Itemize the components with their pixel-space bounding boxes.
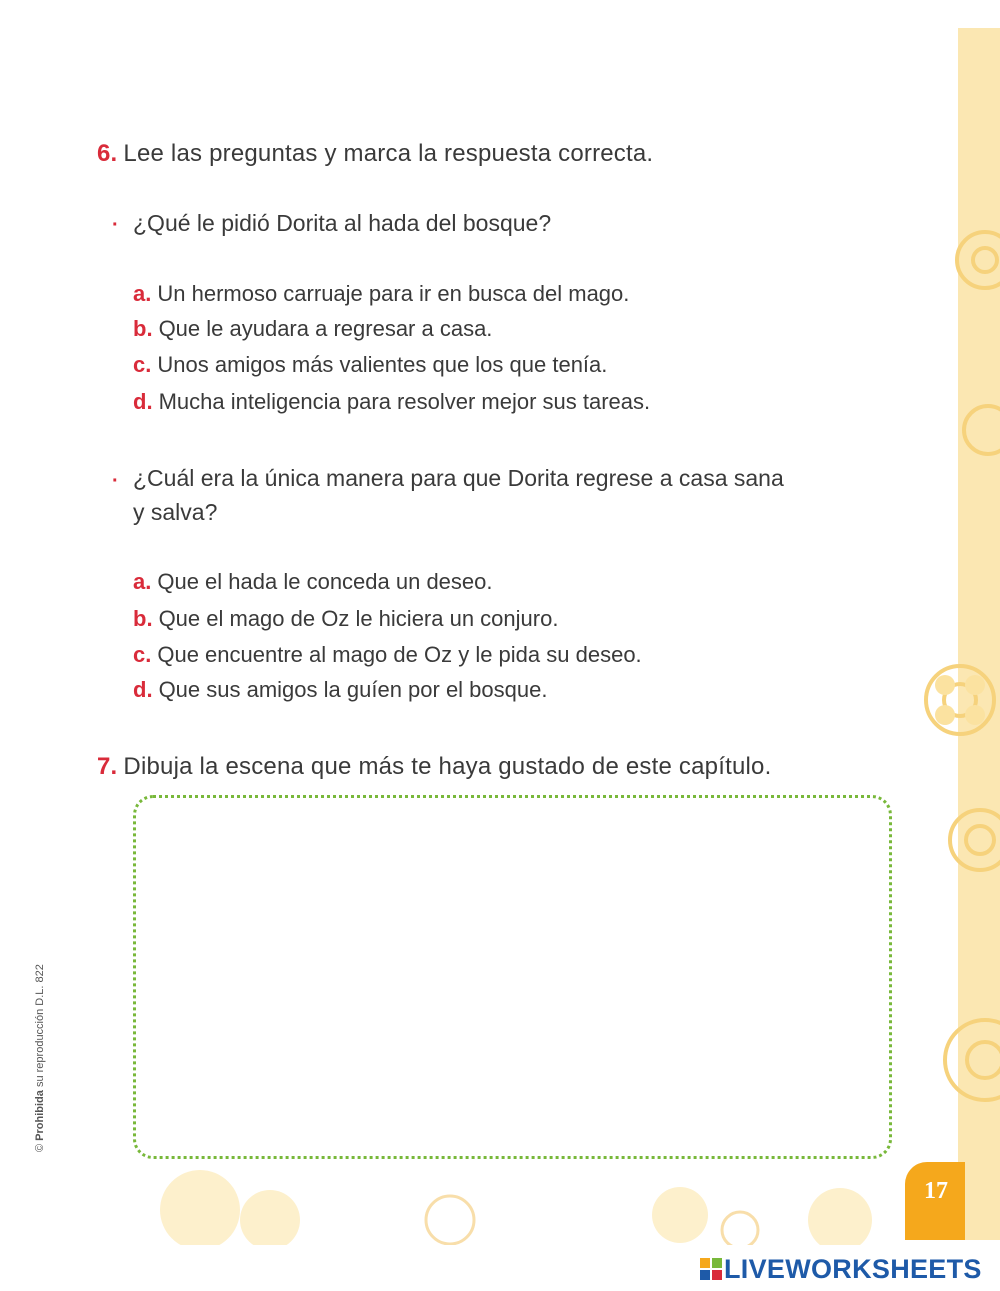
option-letter: a. (133, 281, 152, 306)
option-6-1-b[interactable] (133, 316, 492, 342)
bottom-flower-decoration (120, 1160, 960, 1245)
option-6-2-c[interactable] (133, 642, 642, 668)
question-6-2-text-line2: y salva? (133, 499, 218, 525)
bullet-marker: · (112, 470, 119, 492)
copyright-bold: Prohibida (34, 1090, 46, 1141)
option-text: Un hermoso carruaje para ir en busca del mago. (157, 281, 630, 306)
option-6-2-b[interactable] (133, 606, 558, 632)
question-6-title: Lee las preguntas y marca la respuesta correcta. (123, 140, 654, 167)
question-7-heading (97, 753, 771, 781)
option-text: Que el hada le conceda un deseo. (157, 569, 493, 594)
drawing-area[interactable] (133, 795, 892, 1159)
option-letter: d. (133, 389, 153, 414)
option-6-2-a[interactable] (133, 569, 493, 595)
question-7-number: 7. (97, 753, 118, 780)
option-text: Que sus amigos la guíen por el bosque. (158, 677, 548, 702)
question-6-number: 6. (97, 140, 118, 167)
copyright-rest: su reproducción D.L. 822 (34, 964, 46, 1088)
liveworksheets-wordmark: LIVEWORKSHEETS (724, 1254, 982, 1284)
option-text: Que el mago de Oz le hiciera un conjuro. (158, 606, 559, 631)
option-letter: c. (133, 642, 152, 667)
question-6-heading (97, 140, 653, 168)
copyright-notice (34, 964, 46, 1152)
liveworksheets-logo-icon (700, 1258, 722, 1280)
option-letter: a. (133, 569, 152, 594)
option-letter: d. (133, 677, 153, 702)
page-number: 17 (924, 1178, 948, 1204)
bullet-marker: · (112, 214, 119, 236)
question-6-1-text: ¿Qué le pidió Dorita al hada del bosque? (133, 210, 552, 236)
option-letter: b. (133, 316, 153, 341)
option-6-1-c[interactable] (133, 352, 607, 378)
option-text: Que le ayudara a regresar a casa. (158, 316, 493, 341)
option-6-2-d[interactable] (133, 677, 547, 703)
question-7-title: Dibuja la escena que más te haya gustado de este capítulo. (123, 753, 772, 780)
flower-decoration (900, 180, 1000, 1240)
option-text: Que encuentre al mago de Oz y le pida su deseo. (157, 642, 642, 667)
option-letter: c. (133, 352, 152, 377)
question-6-2-text-line1: ¿Cuál era la única manera para que Dorita regrese a casa sana (133, 465, 784, 491)
option-text: Mucha inteligencia para resolver mejor sus tareas. (158, 389, 651, 414)
option-6-1-a[interactable] (133, 281, 629, 307)
copyright-symbol: © (34, 1143, 46, 1152)
option-letter: b. (133, 606, 153, 631)
option-text: Unos amigos más valientes que los que tenía. (157, 352, 608, 377)
option-6-1-d[interactable] (133, 389, 650, 415)
